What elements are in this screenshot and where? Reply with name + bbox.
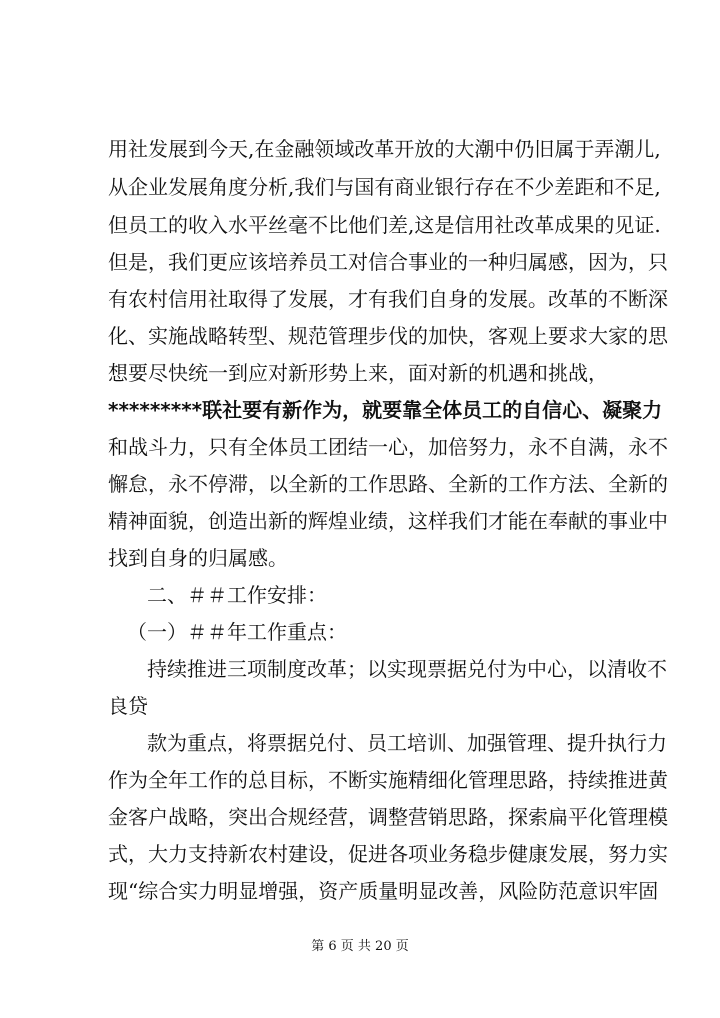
text-line: 现“综合实力明显增强，资产质量明显改善，风险防范意识牢固 (108, 879, 659, 903)
text-line: 从企业发展角度分析,我们与国有商业银行存在不少差距和不足, (108, 175, 661, 199)
text-line: 但员工的收入水平丝毫不比他们差,这是信用社改革成果的见证. (108, 213, 661, 237)
text-line: 持续推进三项制度改革；以实现票据兑付为中心，以清收不 (147, 657, 667, 681)
text-line: 精神面貌，创造出新的辉煌业绩，这样我们才能在奉献的事业中 (108, 509, 668, 533)
text-line: 用社发展到今天,在金融领域改革开放的大潮中仍旧属于弄潮儿, (108, 137, 661, 161)
text-line: 作为全年工作的总目标，不断实施精细化管理思路，持续推进黄 (108, 768, 668, 792)
text-line: 款为重点，将票据兑付、员工培训、加强管理、提升执行力 (147, 731, 667, 755)
text-line: 金客户战略，突出合规经营，调整营销思路，探索扁平化管理模 (108, 805, 668, 829)
section-heading: 二、＃＃工作安排： (147, 583, 327, 607)
text-line: 但是，我们更应该培养员工对信合事业的一种归属感，因为，只 (108, 250, 668, 274)
text-line: 有农村信用社取得了发展，才有我们自身的发展。改革的不断深 (108, 287, 668, 311)
text-line: 想要尽快统一到应对新形势上来，面对新的机遇和挑战， (108, 361, 608, 385)
text-line: 和战斗力，只有全体员工团结一心，加倍努力，永不自满，永不 (108, 435, 668, 459)
text-line: 懈怠，永不停滞，以全新的工作思路、全新的工作方法、全新的 (108, 472, 668, 496)
text-line: 找到自身的归属感。 (108, 546, 288, 570)
page-number-footer: 第 6 页 共 20 页 (311, 939, 409, 954)
text-line: *********联社要有新作为，就要靠全体员工的自信心、凝聚力 (108, 398, 663, 422)
text-line: 式，大力支持新农村建设，促进各项业务稳步健康发展，努力实 (108, 842, 668, 866)
text-line: 良贷 (108, 694, 148, 718)
text-line: 化、实施战略转型、规范管理步伐的加快，客观上要求大家的思 (108, 324, 668, 348)
subsection-heading: （一）＃＃年工作重点： (127, 620, 347, 644)
